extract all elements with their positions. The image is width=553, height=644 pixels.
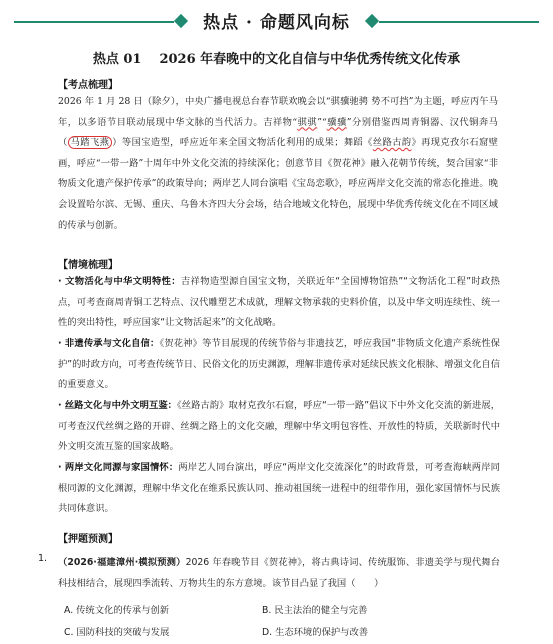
context-item-lead: · 两岸文化同源与家国情怀： xyxy=(58,462,179,473)
option-b[interactable] xyxy=(262,602,367,616)
option-text: 生态环境的保护与改善 xyxy=(275,627,369,638)
option-c[interactable] xyxy=(64,624,169,638)
section-analysis-heading: 【考点梳理】 xyxy=(58,80,118,91)
topic-title: 2026 年春晚中的文化自信与中华优秀传统文化传承 xyxy=(159,52,461,67)
analysis-text: 2026 年 1 月 28 日（除夕），中央广播电视总台春节联欢晚会以“骐骥驰骋 势不可挡”为主题，呼应丙午马年，以多语节目联动展现中华文脉的当代活力。吉祥物“ xyxy=(58,96,498,128)
option-a[interactable] xyxy=(64,602,169,616)
question-number: 1. xyxy=(38,553,48,564)
topic-number: 热点 01 xyxy=(92,52,142,67)
context-item xyxy=(58,272,500,334)
circled-term: 马踏飞燕 xyxy=(68,136,113,149)
option-key: B. xyxy=(262,605,272,616)
context-item-text: 两岸艺人同台演出，呼应“两岸文化交流深化”的时政背景，可考查海峡两岸同根同源的文化渊源，理解中华文化在维系民族认同、推动祖国统一进程中的纽带作用，强化家国情怀与民族共同体意识。 xyxy=(58,462,500,515)
analysis-text: ）等国宝造型，呼应近年来全国文物活化利用的成果；舞蹈《 xyxy=(112,137,373,149)
section-context-heading: 【情境梳理】 xyxy=(58,260,118,271)
context-item-text: 《贺花神》等节目展现的传统节俗与非遗技艺，呼应我国“非物质文化遗产系统性保护”的时政方向，可考查传统节日、民俗文化的历史渊源，理解非遗传承对延续民族文化根脉、增强文化自信的重要意义。 xyxy=(58,338,500,391)
option-d[interactable] xyxy=(262,624,368,638)
analysis-text: 》再现克孜尔石窟壁画，呼应“一带一路”十周年中外文化交流的持续深化；创意节目《贺花神》融入花朝节传统，契合国家“非物质文化遗产保护传承”的政策导向；两岸艺人同台演唱《宝岛恋歌》，呼应两岸文化交流的常态化推进。晚会设置哈尔滨、无锡、重庆、乌鲁木齐四大分会场，结合地域文化特色，展现中华优秀传统文化在不同区域的传承与创新。 xyxy=(58,137,498,231)
context-item-lead: · 文物活化与中华文明特性： xyxy=(58,276,181,287)
mascot-name-2: 骥骥 xyxy=(326,116,347,128)
analysis-text: ”“ xyxy=(317,116,327,128)
banner-title: 热点 · 命题风向标 xyxy=(203,13,350,33)
context-item-lead: · 非遗传承与文化自信： xyxy=(58,338,160,349)
analysis-paragraph xyxy=(58,92,498,236)
context-item xyxy=(58,334,500,396)
context-item-lead: · 丝路文化与中外文明互鉴： xyxy=(58,400,178,411)
section-predict-heading: 【押题预测】 xyxy=(58,534,118,545)
banner xyxy=(0,6,553,36)
question-stem xyxy=(58,553,500,594)
option-key: A. xyxy=(64,605,74,616)
option-key: D. xyxy=(262,627,273,638)
dance-title: 丝路古韵 xyxy=(372,137,412,149)
mascot-name-1: 骐骐 xyxy=(297,116,318,128)
banner-rule-right xyxy=(379,21,539,23)
analysis-text: ”分别借鉴西周青铜器、汉代铜奔马（ xyxy=(58,116,498,149)
context-item-text: 吉祥物造型源自国宝文物，关联近年“全国博物馆热”“文物活化工程”时政热点，可考查商周青铜工艺特点、汉代雕塑艺术成就，理解文物承载的史料价值，以及中华文明连续性、统一性的突出特性，呼应国家“让文物活起来”的文化战略。 xyxy=(58,276,500,329)
option-key: C. xyxy=(64,627,74,638)
context-item xyxy=(58,458,500,520)
option-text: 传统文化的传承与创新 xyxy=(76,605,170,616)
page-title xyxy=(0,48,553,67)
context-item xyxy=(58,396,500,458)
option-text: 国防科技的突破与发展 xyxy=(76,627,170,638)
context-item-text: 《丝路古韵》取材克孜尔石窟，呼应“一带一路”倡议下中外文化交流的新进展，可考查汉代丝绸之路的开辟、丝绸之路上的文化交融，理解中华文明包容性、开放性的特质，关联新时代中外文明交流互鉴的国家战略。 xyxy=(58,400,500,453)
question-text: 2026 年春晚节目《贺花神》，将古典诗词、传统服饰、非遗美学与现代舞台科技相结合，展现四季流转、万物共生的东方意境。该节目凸显了我国（ ） xyxy=(58,557,500,589)
option-text: 民主法治的健全与完善 xyxy=(274,605,368,616)
question-source: （2026·福建漳州·模拟预测） xyxy=(58,557,186,568)
